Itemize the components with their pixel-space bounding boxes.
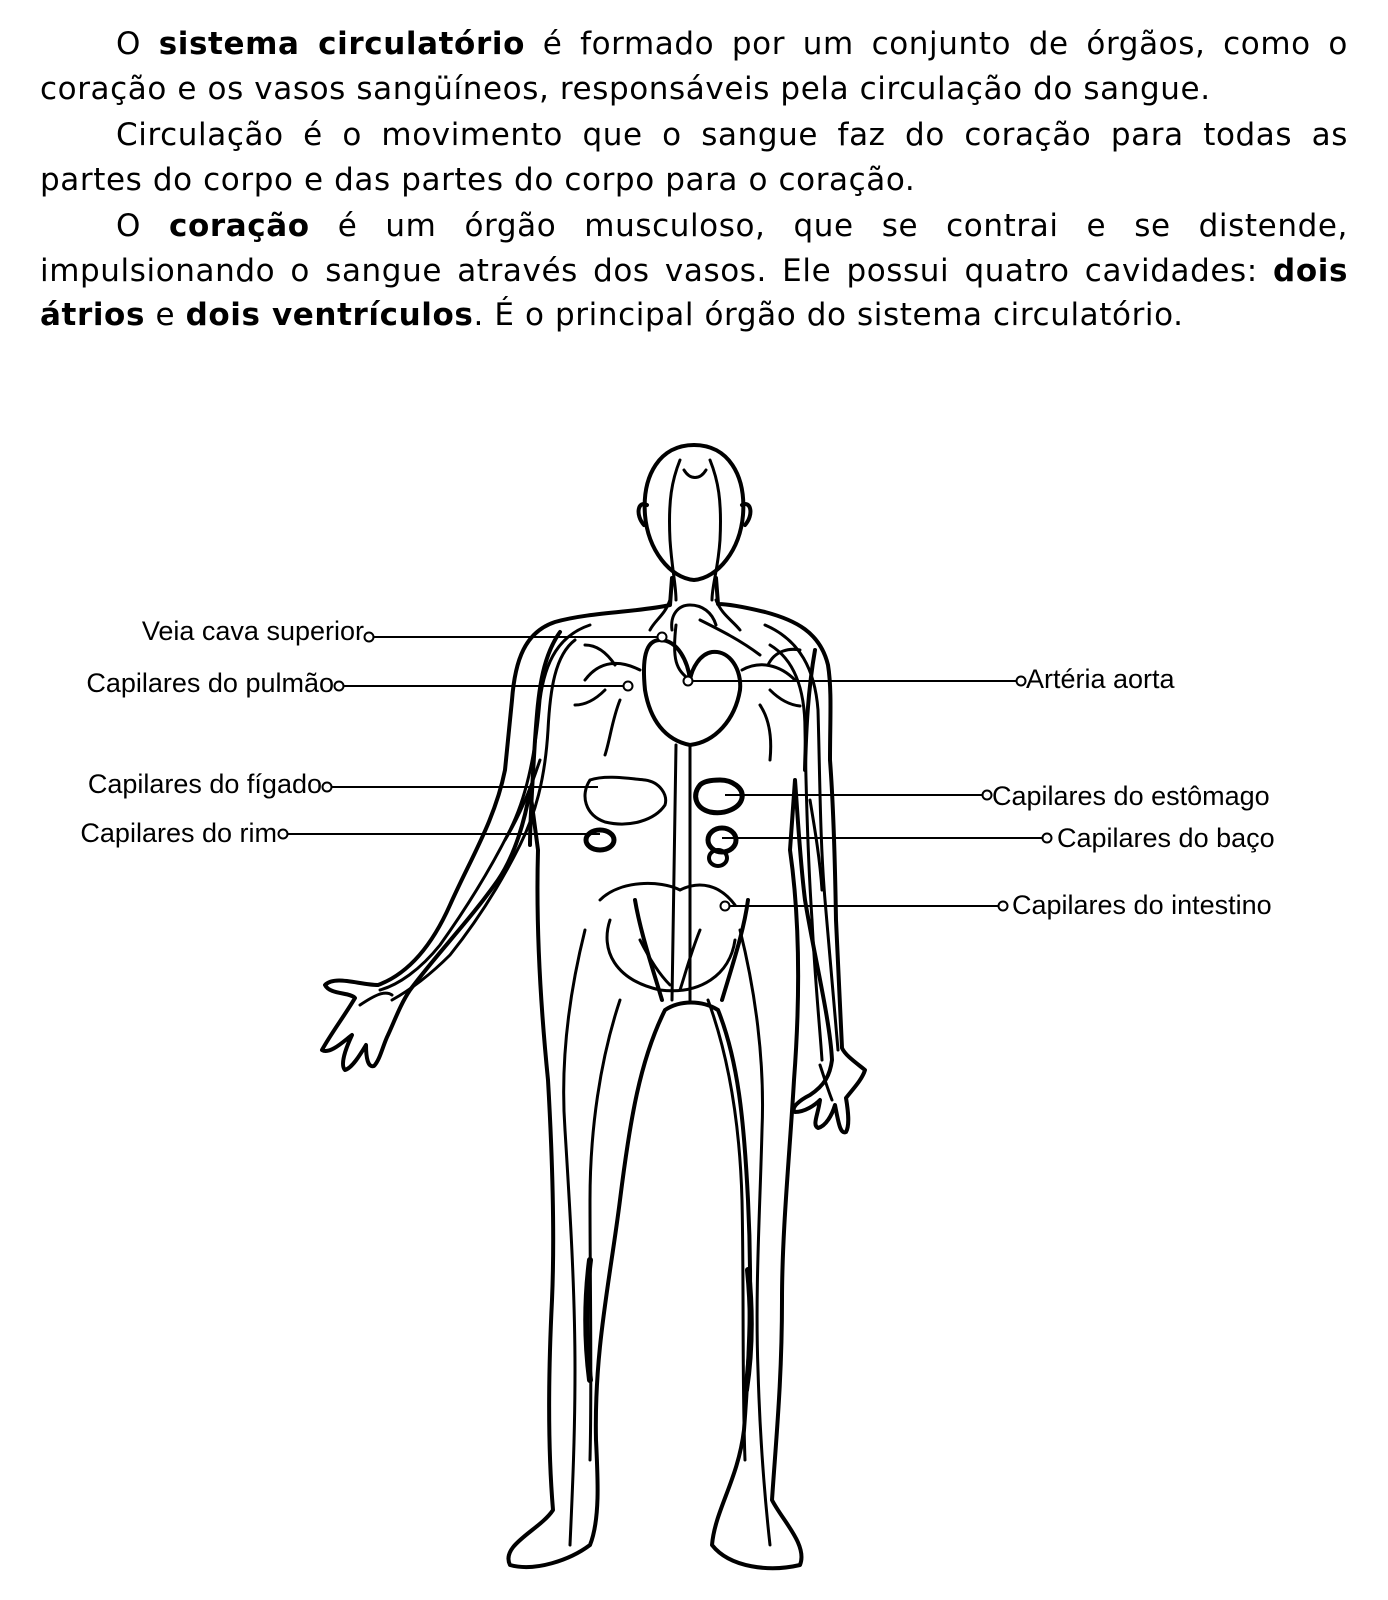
heart [644, 640, 740, 745]
label-dot [365, 633, 374, 642]
label-dot [658, 633, 667, 642]
label-capilares-baco: Capilares do baço [1057, 823, 1275, 853]
label-veia-cava-superior: Veia cava superior [141, 616, 364, 646]
body-silhouette [322, 578, 865, 1568]
label-dot [983, 791, 992, 800]
label-capilares-rim: Capilares do rim [80, 818, 277, 848]
paragraph-2: Circulação é o movimento que o sangue faz do coração para todas as partes do corpo e das partes do corpo para o coração. [40, 117, 1348, 198]
label-dot [1043, 834, 1052, 843]
label-dot [721, 902, 730, 911]
label-dot [684, 677, 693, 686]
label-arteria-aorta: Artéria aorta [1026, 664, 1175, 694]
paragraph-3: O coração é um órgão musculoso, que se contrai e se distende, impulsionando o sangue através dos vasos. Ele possui quatro cavidades: dois átrios e dois ventrículos. É o principal órgão do sistema circulatório. [40, 208, 1348, 333]
label-capilares-pulmao: Capilares do pulmão [86, 668, 334, 698]
leader-lines [287, 637, 1043, 906]
stomach [696, 780, 743, 813]
paragraph-1: O sistema circulatório é formado por um conjunto de órgãos, como o coração e os vasos sangüíneos, responsáveis pela circulação do sangue. [40, 26, 1348, 107]
head [645, 445, 744, 580]
label-dot [279, 830, 288, 839]
label-dot [323, 783, 332, 792]
leader-dots [279, 633, 1052, 911]
label-capilares-intestino: Capilares do intestino [1012, 890, 1272, 920]
label-dot [335, 682, 344, 691]
body-outline [322, 445, 865, 1568]
label-dot [999, 902, 1008, 911]
liver [585, 777, 666, 824]
label-dot [624, 682, 633, 691]
label-capilares-figado: Capilares do fígado [87, 769, 322, 799]
kidney-right [708, 828, 736, 852]
label-capilares-estomago: Capilares do estômago [992, 781, 1270, 811]
label-dot [1017, 677, 1026, 686]
